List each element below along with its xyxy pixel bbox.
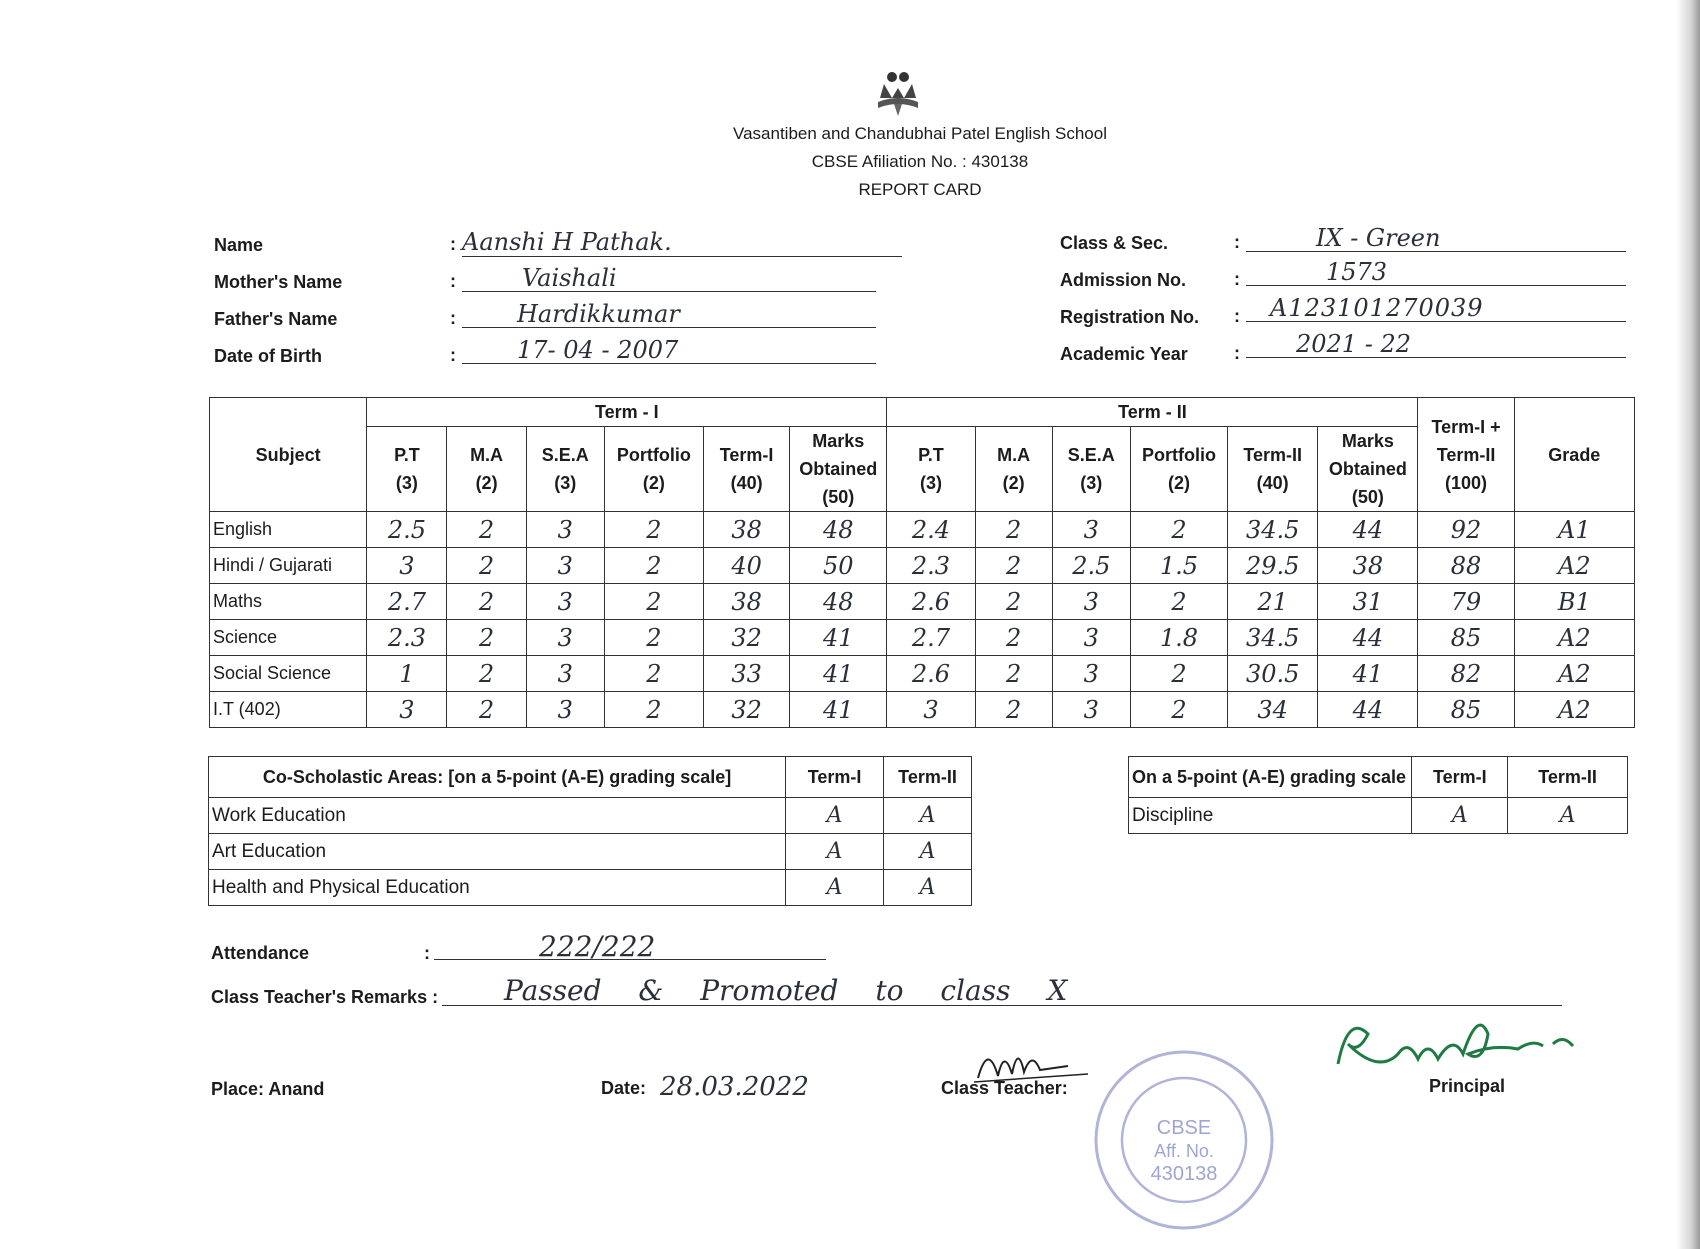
mark-cell: 1: [367, 656, 447, 692]
mark-cell: 30.5: [1228, 656, 1318, 692]
table-row: [210, 656, 1635, 692]
grade-cell: A2: [1514, 548, 1634, 584]
mark-cell: 34.5: [1228, 512, 1318, 548]
total-header: Term-I + Term-II (100): [1418, 398, 1514, 512]
mark-cell: 41: [1318, 656, 1418, 692]
mark-cell: 31: [1318, 584, 1418, 620]
academic-year-value: 2021 - 22: [1246, 330, 1626, 358]
total-cell: 92: [1418, 512, 1514, 548]
place-label: Place: Anand: [211, 1079, 325, 1099]
mark-cell: 1.5: [1130, 548, 1227, 584]
discipline-term2-header: Term-II: [1508, 757, 1628, 798]
mark-cell: 2.6: [887, 656, 975, 692]
column-header-text: Portfolio: [1141, 445, 1216, 465]
father-name-value: Hardikkumar: [462, 300, 876, 328]
co-area-cell: Work Education: [209, 798, 786, 834]
subject-cell: English: [210, 512, 367, 548]
subject-cell: Hindi / Gujarati: [210, 548, 367, 584]
mark-cell: 3: [526, 656, 604, 692]
dob-label: Date of Birth: [214, 346, 322, 366]
admission-value: 1573: [1246, 258, 1626, 286]
co-scholastic-header: Co-Scholastic Areas: [on a 5-point (A-E) grading scale]: [209, 757, 786, 798]
page-edge-shadow: [1676, 0, 1700, 1249]
colon: :: [1234, 343, 1240, 363]
mark-cell: 2: [604, 512, 703, 548]
column-header-text: (50): [1351, 487, 1384, 507]
total-cell: 82: [1418, 656, 1514, 692]
colon: :: [1234, 232, 1240, 252]
discipline-term2-grade: A: [1508, 798, 1628, 834]
column-header: [1130, 427, 1227, 512]
mark-cell: 2: [447, 512, 526, 548]
affiliation-number: CBSE Afiliation No. : 430138: [811, 152, 1029, 171]
mark-cell: 2: [975, 512, 1052, 548]
term1-header: Term - I: [367, 398, 887, 427]
registration-label: Registration No.: [1060, 307, 1200, 327]
table-row: [210, 620, 1635, 656]
grade-cell: A1: [1514, 512, 1634, 548]
table-row: [209, 870, 972, 906]
mark-cell: 44: [1318, 512, 1418, 548]
column-header-text: (3): [919, 473, 942, 493]
class-label: Class & Sec.: [1060, 233, 1169, 253]
grade-cell: A2: [1514, 620, 1634, 656]
colon: :: [450, 308, 456, 328]
column-header-text: M.A: [997, 445, 1031, 465]
co-term2-header: Term-II: [884, 757, 972, 798]
admission-label: Admission No.: [1060, 270, 1187, 290]
column-header: [526, 427, 604, 512]
column-header-text: S.E.A: [1067, 445, 1115, 465]
colon: :: [450, 271, 456, 291]
subject-cell: Maths: [210, 584, 367, 620]
school-emblem-icon: [872, 68, 924, 120]
mother-name-value: Vaishali: [462, 264, 876, 292]
dob-value: 17- 04 - 2007: [462, 336, 876, 364]
subject-cell: Science: [210, 620, 367, 656]
mark-cell: 2.7: [367, 584, 447, 620]
grade-cell: A2: [1514, 692, 1634, 728]
mark-cell: 3: [526, 548, 604, 584]
co-grade-cell: A: [786, 834, 884, 870]
total-cell: 85: [1418, 620, 1514, 656]
mark-cell: 38: [1318, 548, 1418, 584]
column-header: [1318, 427, 1418, 512]
mark-cell: 41: [790, 656, 887, 692]
mark-cell: 3: [526, 512, 604, 548]
mark-cell: 3: [1052, 584, 1130, 620]
mark-cell: 32: [704, 692, 790, 728]
subject-cell: Social Science: [210, 656, 367, 692]
mark-cell: 41: [790, 692, 887, 728]
mark-cell: 41: [790, 620, 887, 656]
column-header-text: P.T: [394, 445, 420, 465]
co-grade-cell: A: [786, 870, 884, 906]
name-value: Aanshi H Pathak.: [462, 228, 902, 257]
attendance-label: Attendance: [211, 943, 310, 963]
mark-cell: 2: [975, 620, 1052, 656]
column-header-text: (3): [554, 473, 577, 493]
column-header: [447, 427, 526, 512]
column-header: [790, 427, 887, 512]
column-header-text: (2): [1002, 473, 1025, 493]
mark-cell: 34: [1228, 692, 1318, 728]
mark-cell: 29.5: [1228, 548, 1318, 584]
mark-cell: 2.7: [887, 620, 975, 656]
column-header-text: (3): [395, 473, 418, 493]
co-scholastic-table: [208, 756, 972, 906]
mark-cell: 48: [790, 512, 887, 548]
stamp-text: CBSE: [1156, 1117, 1212, 1139]
remarks-label: Class Teacher's Remarks :: [211, 987, 439, 1007]
co-grade-cell: A: [884, 798, 972, 834]
column-header-text: (2): [1167, 473, 1190, 493]
mark-cell: 2: [975, 584, 1052, 620]
total-cell: 79: [1418, 584, 1514, 620]
column-header-text: (2): [475, 473, 498, 493]
mark-cell: 2: [604, 584, 703, 620]
mark-cell: 2: [604, 656, 703, 692]
discipline-label: Discipline: [1129, 798, 1412, 834]
date-value: 28.03.2022: [660, 1072, 809, 1102]
mark-cell: 3: [526, 620, 604, 656]
column-header-text: P.T: [918, 445, 944, 465]
class-value: IX - Green: [1246, 224, 1626, 252]
marks-table: [209, 397, 1635, 728]
report-card-title: REPORT CARD: [858, 180, 982, 199]
grade-header: Grade: [1514, 398, 1634, 512]
mark-cell: 33: [704, 656, 790, 692]
mark-cell: 2: [447, 584, 526, 620]
mark-cell: 2: [1130, 692, 1227, 728]
mark-cell: 3: [1052, 692, 1130, 728]
mark-cell: 2.5: [367, 512, 447, 548]
grade-cell: A2: [1514, 656, 1634, 692]
mark-cell: 2: [1130, 656, 1227, 692]
mark-cell: 44: [1318, 620, 1418, 656]
mark-cell: 3: [526, 584, 604, 620]
mark-cell: 40: [704, 548, 790, 584]
colon: :: [450, 234, 456, 254]
co-grade-cell: A: [884, 870, 972, 906]
mark-cell: 2.4: [887, 512, 975, 548]
principal-signature-icon: [1328, 1004, 1588, 1084]
name-label: Name: [214, 235, 264, 255]
discipline-term1-header: Term-I: [1412, 757, 1508, 798]
column-header-text: (3): [1080, 473, 1103, 493]
father-name-label: Father's Name: [214, 309, 338, 329]
co-area-cell: Health and Physical Education: [209, 870, 786, 906]
column-header-text: Term-I: [719, 445, 774, 465]
column-header: [887, 427, 975, 512]
colon: :: [424, 943, 430, 963]
column-header-text: (40): [1256, 473, 1289, 493]
table-row: [209, 798, 972, 834]
class-teacher-signature-icon: [968, 1036, 1098, 1090]
mark-cell: 2: [604, 548, 703, 584]
column-header-text: (40): [730, 473, 763, 493]
column-header: [975, 427, 1052, 512]
mark-cell: 2: [1130, 512, 1227, 548]
remarks-value: Passed & Promoted to class X: [442, 974, 1562, 1006]
column-header-text: Term-II: [1243, 445, 1302, 465]
column-header: [704, 427, 790, 512]
mark-cell: 38: [704, 584, 790, 620]
mark-cell: 2: [447, 620, 526, 656]
co-area-cell: Art Education: [209, 834, 786, 870]
registration-value: A123101270039: [1246, 294, 1626, 322]
school-name: Vasantiben and Chandubhai Patel English School: [733, 124, 1107, 143]
column-header-text: Marks Obtained: [799, 431, 878, 479]
mark-cell: 2: [447, 548, 526, 584]
mark-cell: 3: [367, 692, 447, 728]
school-header: [600, 120, 1240, 204]
column-header-text: Portfolio: [616, 445, 691, 465]
mark-cell: 3: [1052, 512, 1130, 548]
mark-cell: 1.8: [1130, 620, 1227, 656]
mark-cell: 2: [447, 656, 526, 692]
mark-cell: 2.3: [887, 548, 975, 584]
column-header: [1052, 427, 1130, 512]
column-header: [367, 427, 447, 512]
mark-cell: 2: [604, 620, 703, 656]
mark-cell: 2: [975, 656, 1052, 692]
term2-header: Term - II: [887, 398, 1418, 427]
mark-cell: 2.6: [887, 584, 975, 620]
grade-cell: B1: [1514, 584, 1634, 620]
co-grade-cell: A: [786, 798, 884, 834]
mark-cell: 50: [790, 548, 887, 584]
subject-header: Subject: [210, 398, 367, 512]
date-label: Date:: [601, 1078, 647, 1098]
total-cell: 85: [1418, 692, 1514, 728]
colon: :: [450, 345, 456, 365]
co-grade-cell: A: [884, 834, 972, 870]
discipline-term1-grade: A: [1412, 798, 1508, 834]
mark-cell: 34.5: [1228, 620, 1318, 656]
mark-cell: 32: [704, 620, 790, 656]
mark-cell: 2: [1130, 584, 1227, 620]
mark-cell: 44: [1318, 692, 1418, 728]
mark-cell: 2: [447, 692, 526, 728]
mother-name-label: Mother's Name: [214, 272, 343, 292]
table-row: [210, 512, 1635, 548]
colon: :: [1234, 306, 1240, 326]
mark-cell: 3: [1052, 656, 1130, 692]
principal-label: Principal: [1429, 1076, 1506, 1096]
column-header-text: S.E.A: [541, 445, 589, 465]
mark-cell: 2: [975, 692, 1052, 728]
column-header-text: (2): [642, 473, 665, 493]
table-row: [210, 692, 1635, 728]
mark-cell: 2: [604, 692, 703, 728]
column-header-text: (50): [822, 487, 855, 507]
class-teacher-label: Class Teacher:: [941, 1078, 1068, 1098]
subject-cell: I.T (402): [210, 692, 367, 728]
colon: :: [1234, 269, 1240, 289]
table-row: [210, 584, 1635, 620]
svg-text:430138: 430138: [1150, 1163, 1218, 1185]
mark-cell: 3: [1052, 620, 1130, 656]
mark-cell: 3: [526, 692, 604, 728]
column-header-text: M.A: [470, 445, 504, 465]
column-header: [604, 427, 703, 512]
svg-text:Aff. No.: Aff. No.: [1154, 1141, 1214, 1161]
attendance-value: 222/222: [434, 930, 826, 960]
mark-cell: 48: [790, 584, 887, 620]
mark-cell: 3: [887, 692, 975, 728]
column-header-text: Marks Obtained: [1328, 431, 1407, 479]
column-header: [1228, 427, 1318, 512]
co-term1-header: Term-I: [786, 757, 884, 798]
academic-year-label: Academic Year: [1060, 344, 1188, 364]
mark-cell: 2: [975, 548, 1052, 584]
total-cell: 88: [1418, 548, 1514, 584]
table-row: [209, 834, 972, 870]
school-stamp-icon: [1088, 1044, 1280, 1236]
mark-cell: 2.3: [367, 620, 447, 656]
mark-cell: 2.5: [1052, 548, 1130, 584]
mark-cell: 3: [367, 548, 447, 584]
mark-cell: 38: [704, 512, 790, 548]
mark-cell: 21: [1228, 584, 1318, 620]
discipline-scale-header: On a 5-point (A-E) grading scale: [1129, 757, 1412, 798]
discipline-table: [1128, 756, 1628, 834]
table-row: [210, 548, 1635, 584]
